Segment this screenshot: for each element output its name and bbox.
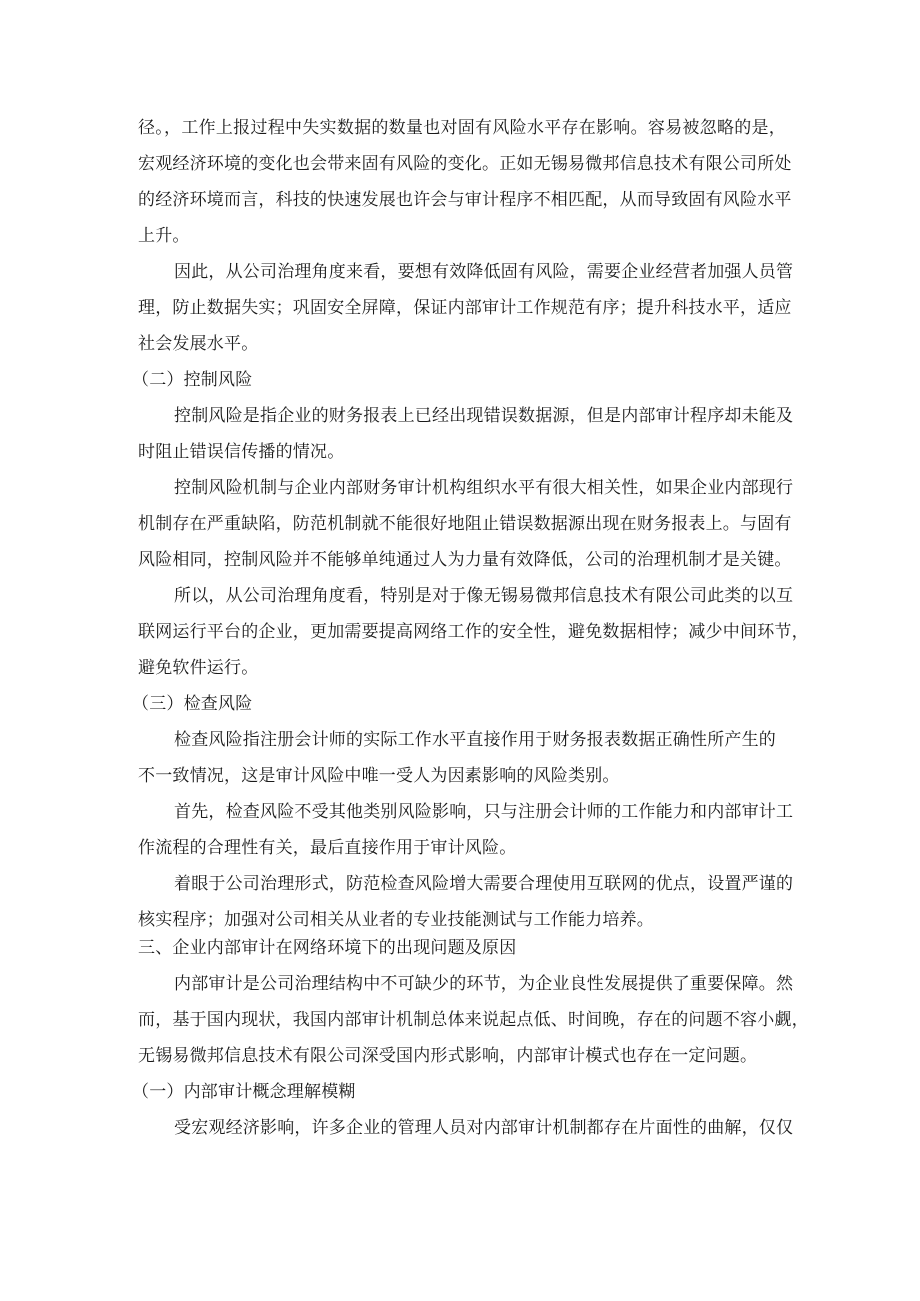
text-line: 径。，工作上报过程中失实数据的数量也对固有风险水平存在影响。容易被忽略的是， <box>138 118 786 138</box>
text-line: 首先，检查风险不受其他类别风险影响，只与注册会计师的工作能力和内部审计工 <box>174 802 794 822</box>
text-line: 而，基于国内现状，我国内部审计机制总体来说起点低、时间晚，存在的问题不容小觑， <box>138 1010 809 1030</box>
text-line: 着眼于公司治理形式，防范检查风险增大需要合理使用互联网的优点，设置严谨的 <box>174 874 794 894</box>
text-line: 控制风险是指企业的财务报表上已经出现错误数据源，但是内部审计程序却未能及 <box>174 406 794 426</box>
section-heading: （二）控制风险 <box>132 370 253 390</box>
section-heading: （一）内部审计概念理解模糊 <box>132 1082 356 1102</box>
text-line: 核实程序；加强对公司相关从业者的专业技能测试与工作能力培养。 <box>138 910 654 930</box>
text-line: 上升。 <box>138 226 190 246</box>
text-line: 机制存在严重缺陷，防范机制就不能很好地阻止错误数据源出现在财务报表上。与固有 <box>138 514 792 534</box>
text-line: 所以，从公司治理角度看，特别是对于像无锡易微邦信息技术有限公司此类的以互 <box>174 586 794 606</box>
text-line: 避免软件运行。 <box>138 658 259 678</box>
text-line: 控制风险机制与企业内部财务审计机构组织水平有很大相关性，如果企业内部现行 <box>174 478 794 498</box>
text-line: 联网运行平台的企业，更加需要提高网络工作的安全性，避免数据相悖；减少中间环节， <box>138 622 809 642</box>
chapter-heading: 三、企业内部审计在网络环境下的出现问题及原因 <box>138 938 517 958</box>
text-line: 受宏观经济影响，许多企业的管理人员对内部审计机制都存在片面性的曲解，仅仅 <box>174 1118 794 1138</box>
text-line: 时阻止错误信传播的情况。 <box>138 442 345 462</box>
text-line: 作流程的合理性有关，最后直接作用于审计风险。 <box>138 838 517 858</box>
text-line: 理，防止数据失实；巩固安全屏障，保证内部审计工作规范有序；提升科技水平，适应 <box>138 298 792 318</box>
text-line: 因此，从公司治理角度来看，要想有效降低固有风险，需要企业经营者加强人员管 <box>174 262 794 282</box>
section-heading: （三）检查风险 <box>132 694 253 714</box>
text-line: 内部审计是公司治理结构中不可缺少的环节，为企业良性发展提供了重要保障。然 <box>174 974 794 994</box>
text-line: 不一致情况，这是审计风险中唯一受人为因素影响的风险类别。 <box>138 766 620 786</box>
text-line: 风险相同，控制风险并不能够单纯通过人为力量有效降低，公司的治理机制才是关键。 <box>138 550 792 570</box>
text-line: 社会发展水平。 <box>138 334 259 354</box>
text-line: 宏观经济环境的变化也会带来固有风险的变化。正如无锡易微邦信息技术有限公司所处 <box>138 154 792 174</box>
text-line: 检查风险指注册会计师的实际工作水平直接作用于财务报表数据正确性所产生的 <box>174 730 776 750</box>
text-line: 无锡易微邦信息技术有限公司深受国内形式影响，内部审计模式也存在一定问题。 <box>138 1046 758 1066</box>
text-line: 的经济环境而言，科技的快速发展也许会与审计程序不相匹配，从而导致固有风险水平 <box>138 190 792 210</box>
